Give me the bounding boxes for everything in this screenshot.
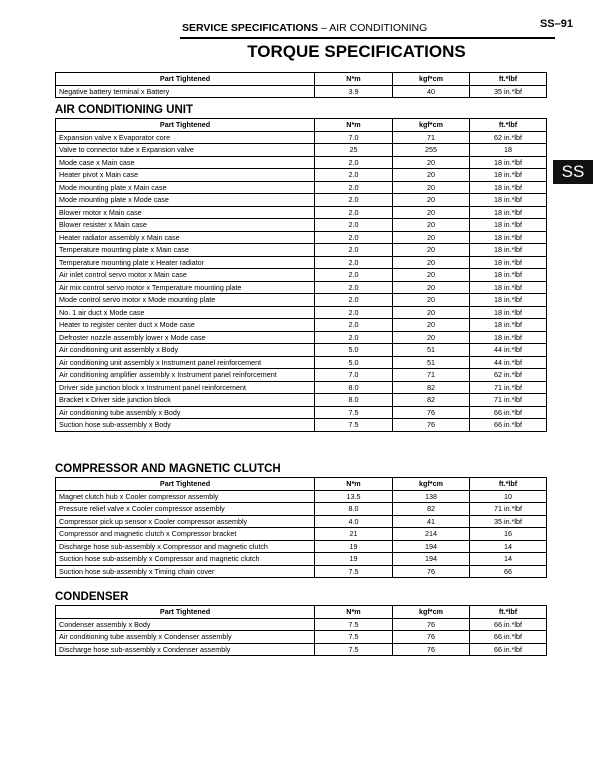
kgfcm-cell: 71 [393,369,470,382]
part-cell: Suction hose sub-assembly x Compressor and magnetic clutch [56,553,315,566]
ftlbf-cell: 71 in.*lbf [470,381,547,394]
nm-cell: 7.5 [315,631,393,644]
kgfcm-cell: 76 [393,565,470,578]
part-cell: Bracket x Driver side junction block [56,394,315,407]
kgfcm-cell: 41 [393,515,470,528]
ftlbf-cell: 66 [470,565,547,578]
header-rule [180,37,555,39]
kgfcm-cell: 51 [393,356,470,369]
ftlbf-cell: 66 in.*lbf [470,631,547,644]
kgfcm-cell: 20 [393,281,470,294]
part-cell: Air conditioning unit assembly x Instrument panel reinforcement [56,356,315,369]
page-title: TORQUE SPECIFICATIONS [247,42,466,61]
part-cell: Heater pivot x Main case [56,169,315,182]
section-tab: SS [553,160,593,184]
ftlbf-cell: 71 in.*lbf [470,394,547,407]
ftlbf-cell: 18 in.*lbf [470,306,547,319]
kgfcm-cell: 20 [393,319,470,332]
nm-cell: 2.0 [315,306,393,319]
part-cell: Driver side junction block x Instrument panel reinforcement [56,381,315,394]
nm-cell: 3.9 [315,85,393,98]
section-title: COMPRESSOR AND MAGNETIC CLUTCH [55,463,281,475]
ftlbf-cell: 18 in.*lbf [470,281,547,294]
kgfcm-cell: 76 [393,618,470,631]
table-row [56,256,547,269]
column-header-part: Part Tightened [56,478,315,491]
nm-cell: 2.0 [315,206,393,219]
column-header-nm: N*m [315,73,393,86]
part-cell: Blower motor x Main case [56,206,315,219]
column-header-nm: N*m [315,606,393,619]
part-cell: Air mix control servo motor x Temperature mounting plate [56,281,315,294]
column-header-nm: N*m [315,119,393,132]
kgfcm-cell: 51 [393,344,470,357]
nm-cell: 2.0 [315,169,393,182]
nm-cell: 19 [315,553,393,566]
kgfcm-cell: 20 [393,156,470,169]
ftlbf-cell: 18 in.*lbf [470,269,547,282]
table-row [56,306,547,319]
header-title-separator: – [321,22,327,34]
kgfcm-cell: 40 [393,85,470,98]
ftlbf-cell: 18 in.*lbf [470,156,547,169]
table-row [56,369,547,382]
table-row [56,181,547,194]
part-cell: Pressure relief valve x Cooler compressor assembly [56,503,315,516]
ftlbf-cell: 14 [470,540,547,553]
page-number: SS–91 [539,18,573,30]
kgfcm-cell: 76 [393,419,470,432]
kgfcm-cell: 194 [393,553,470,566]
table-header-row [56,119,547,132]
table-row [56,394,547,407]
part-cell: Compressor pick up sensor x Cooler compressor assembly [56,515,315,528]
kgfcm-cell: 71 [393,131,470,144]
part-cell: Mode mounting plate x Mode case [56,194,315,207]
part-cell: Compressor and magnetic clutch x Compressor bracket [56,528,315,541]
table-row [56,194,547,207]
part-cell: Expansion valve x Evaporator core [56,131,315,144]
ftlbf-cell: 66 in.*lbf [470,419,547,432]
table-row [56,269,547,282]
kgfcm-cell: 20 [393,181,470,194]
table-row [56,553,547,566]
ftlbf-cell: 18 in.*lbf [470,219,547,232]
ftlbf-cell: 71 in.*lbf [470,503,547,516]
nm-cell: 2.0 [315,281,393,294]
kgfcm-cell: 76 [393,631,470,644]
nm-cell: 2.0 [315,194,393,207]
part-cell: Valve to connector tube x Expansion valve [56,144,315,157]
ftlbf-cell: 10 [470,490,547,503]
ftlbf-cell: 14 [470,553,547,566]
torque-table [55,72,547,98]
nm-cell: 2.0 [315,256,393,269]
nm-cell: 7.5 [315,406,393,419]
part-cell: Negative battery terminal x Battery [56,85,315,98]
kgfcm-cell: 76 [393,643,470,656]
nm-cell: 7.0 [315,369,393,382]
ftlbf-cell: 35 in.*lbf [470,85,547,98]
part-cell: Suction hose sub-assembly x Body [56,419,315,432]
ftlbf-cell: 18 in.*lbf [470,331,547,344]
part-cell: Air conditioning unit assembly x Body [56,344,315,357]
torque-table [55,477,547,578]
kgfcm-cell: 20 [393,306,470,319]
ftlbf-cell: 18 in.*lbf [470,169,547,182]
part-cell: Air conditioning amplifier assembly x Instrument panel reinforcement [56,369,315,382]
ftlbf-cell: 35 in.*lbf [470,515,547,528]
part-cell: Suction hose sub-assembly x Timing chain cover [56,565,315,578]
nm-cell: 2.0 [315,181,393,194]
column-header-ftlbf: ft.*lbf [470,73,547,86]
kgfcm-cell: 20 [393,194,470,207]
section-title: AIR CONDITIONING UNIT [55,104,193,116]
table-header-row [56,478,547,491]
part-cell: Air conditioning tube assembly x Body [56,406,315,419]
table-row [56,490,547,503]
ftlbf-cell: 66 in.*lbf [470,618,547,631]
torque-table [55,605,547,656]
kgfcm-cell: 20 [393,331,470,344]
torque-table [55,118,547,432]
kgfcm-cell: 20 [393,294,470,307]
table-row [56,85,547,98]
kgfcm-cell: 255 [393,144,470,157]
nm-cell: 2.0 [315,319,393,332]
nm-cell: 2.0 [315,244,393,257]
column-header-ftlbf: ft.*lbf [470,606,547,619]
part-cell: Mode case x Main case [56,156,315,169]
part-cell: Mode mounting plate x Main case [56,181,315,194]
part-cell: Discharge hose sub-assembly x Condenser assembly [56,643,315,656]
part-cell: Blower resister x Main case [56,219,315,232]
table-row [56,169,547,182]
part-cell: No. 1 air duct x Mode case [56,306,315,319]
table-row [56,515,547,528]
nm-cell: 2.0 [315,231,393,244]
table-row [56,319,547,332]
ftlbf-cell: 18 in.*lbf [470,194,547,207]
nm-cell: 21 [315,528,393,541]
nm-cell: 13.5 [315,490,393,503]
table-row [56,144,547,157]
column-header-kgfcm: kgf*cm [393,606,470,619]
nm-cell: 2.0 [315,331,393,344]
nm-cell: 25 [315,144,393,157]
part-cell: Air inlet control servo motor x Main case [56,269,315,282]
table-row [56,540,547,553]
ftlbf-cell: 18 in.*lbf [470,294,547,307]
kgfcm-cell: 82 [393,381,470,394]
part-cell: Mode control servo motor x Mode mounting plate [56,294,315,307]
ftlbf-cell: 66 in.*lbf [470,406,547,419]
table-header-row [56,606,547,619]
ftlbf-cell: 62 in.*lbf [470,369,547,382]
column-header-part: Part Tightened [56,119,315,132]
header-title-normal: AIR CONDITIONING [329,22,428,34]
part-cell: Magnet clutch hub x Cooler compressor assembly [56,490,315,503]
ftlbf-cell: 62 in.*lbf [470,131,547,144]
nm-cell: 2.0 [315,219,393,232]
column-header-kgfcm: kgf*cm [393,119,470,132]
table-row [56,331,547,344]
kgfcm-cell: 20 [393,231,470,244]
kgfcm-cell: 82 [393,503,470,516]
ftlbf-cell: 18 [470,144,547,157]
nm-cell: 2.0 [315,294,393,307]
part-cell: Defroster nozzle assembly lower x Mode case [56,331,315,344]
table-row [56,618,547,631]
kgfcm-cell: 214 [393,528,470,541]
table-row [56,381,547,394]
nm-cell: 8.0 [315,394,393,407]
nm-cell: 7.5 [315,419,393,432]
table-row [56,406,547,419]
nm-cell: 7.5 [315,643,393,656]
table-row [56,244,547,257]
nm-cell: 7.5 [315,565,393,578]
table-row [56,503,547,516]
kgfcm-cell: 20 [393,244,470,257]
ftlbf-cell: 16 [470,528,547,541]
part-cell: Heater radiator assembly x Main case [56,231,315,244]
nm-cell: 4.0 [315,515,393,528]
column-header-part: Part Tightened [56,73,315,86]
table-header-row [56,73,547,86]
table-row [56,631,547,644]
kgfcm-cell: 20 [393,169,470,182]
column-header-nm: N*m [315,478,393,491]
kgfcm-cell: 20 [393,256,470,269]
kgfcm-cell: 194 [393,540,470,553]
page-header [0,0,593,40]
nm-cell: 5.0 [315,344,393,357]
part-cell: Heater to register center duct x Mode case [56,319,315,332]
nm-cell: 7.5 [315,618,393,631]
nm-cell: 8.0 [315,381,393,394]
ftlbf-cell: 18 in.*lbf [470,206,547,219]
ftlbf-cell: 18 in.*lbf [470,319,547,332]
part-cell: Discharge hose sub-assembly x Compressor and magnetic clutch [56,540,315,553]
kgfcm-cell: 138 [393,490,470,503]
table-row [56,231,547,244]
header-title-bold: SERVICE SPECIFICATIONS [182,22,319,34]
table-row [56,356,547,369]
part-cell: Air conditioning tube assembly x Condenser assembly [56,631,315,644]
kgfcm-cell: 20 [393,269,470,282]
column-header-ftlbf: ft.*lbf [470,119,547,132]
nm-cell: 8.0 [315,503,393,516]
header-title [182,22,427,34]
nm-cell: 2.0 [315,156,393,169]
nm-cell: 19 [315,540,393,553]
column-header-ftlbf: ft.*lbf [470,478,547,491]
kgfcm-cell: 20 [393,206,470,219]
table-row [56,344,547,357]
table-row [56,419,547,432]
ftlbf-cell: 18 in.*lbf [470,231,547,244]
table-row [56,206,547,219]
kgfcm-cell: 20 [393,219,470,232]
table-row [56,528,547,541]
ftlbf-cell: 44 in.*lbf [470,356,547,369]
column-header-part: Part Tightened [56,606,315,619]
column-header-kgfcm: kgf*cm [393,73,470,86]
part-cell: Condenser assembly x Body [56,618,315,631]
table-row [56,565,547,578]
nm-cell: 5.0 [315,356,393,369]
ftlbf-cell: 18 in.*lbf [470,181,547,194]
column-header-kgfcm: kgf*cm [393,478,470,491]
table-row [56,219,547,232]
nm-cell: 7.0 [315,131,393,144]
kgfcm-cell: 82 [393,394,470,407]
table-row [56,131,547,144]
part-cell: Temperature mounting plate x Main case [56,244,315,257]
table-row [56,643,547,656]
table-row [56,156,547,169]
ftlbf-cell: 18 in.*lbf [470,256,547,269]
part-cell: Temperature mounting plate x Heater radiator [56,256,315,269]
kgfcm-cell: 76 [393,406,470,419]
table-row [56,281,547,294]
ftlbf-cell: 18 in.*lbf [470,244,547,257]
table-row [56,294,547,307]
section-title: CONDENSER [55,591,129,603]
nm-cell: 2.0 [315,269,393,282]
ftlbf-cell: 44 in.*lbf [470,344,547,357]
ftlbf-cell: 66 in.*lbf [470,643,547,656]
